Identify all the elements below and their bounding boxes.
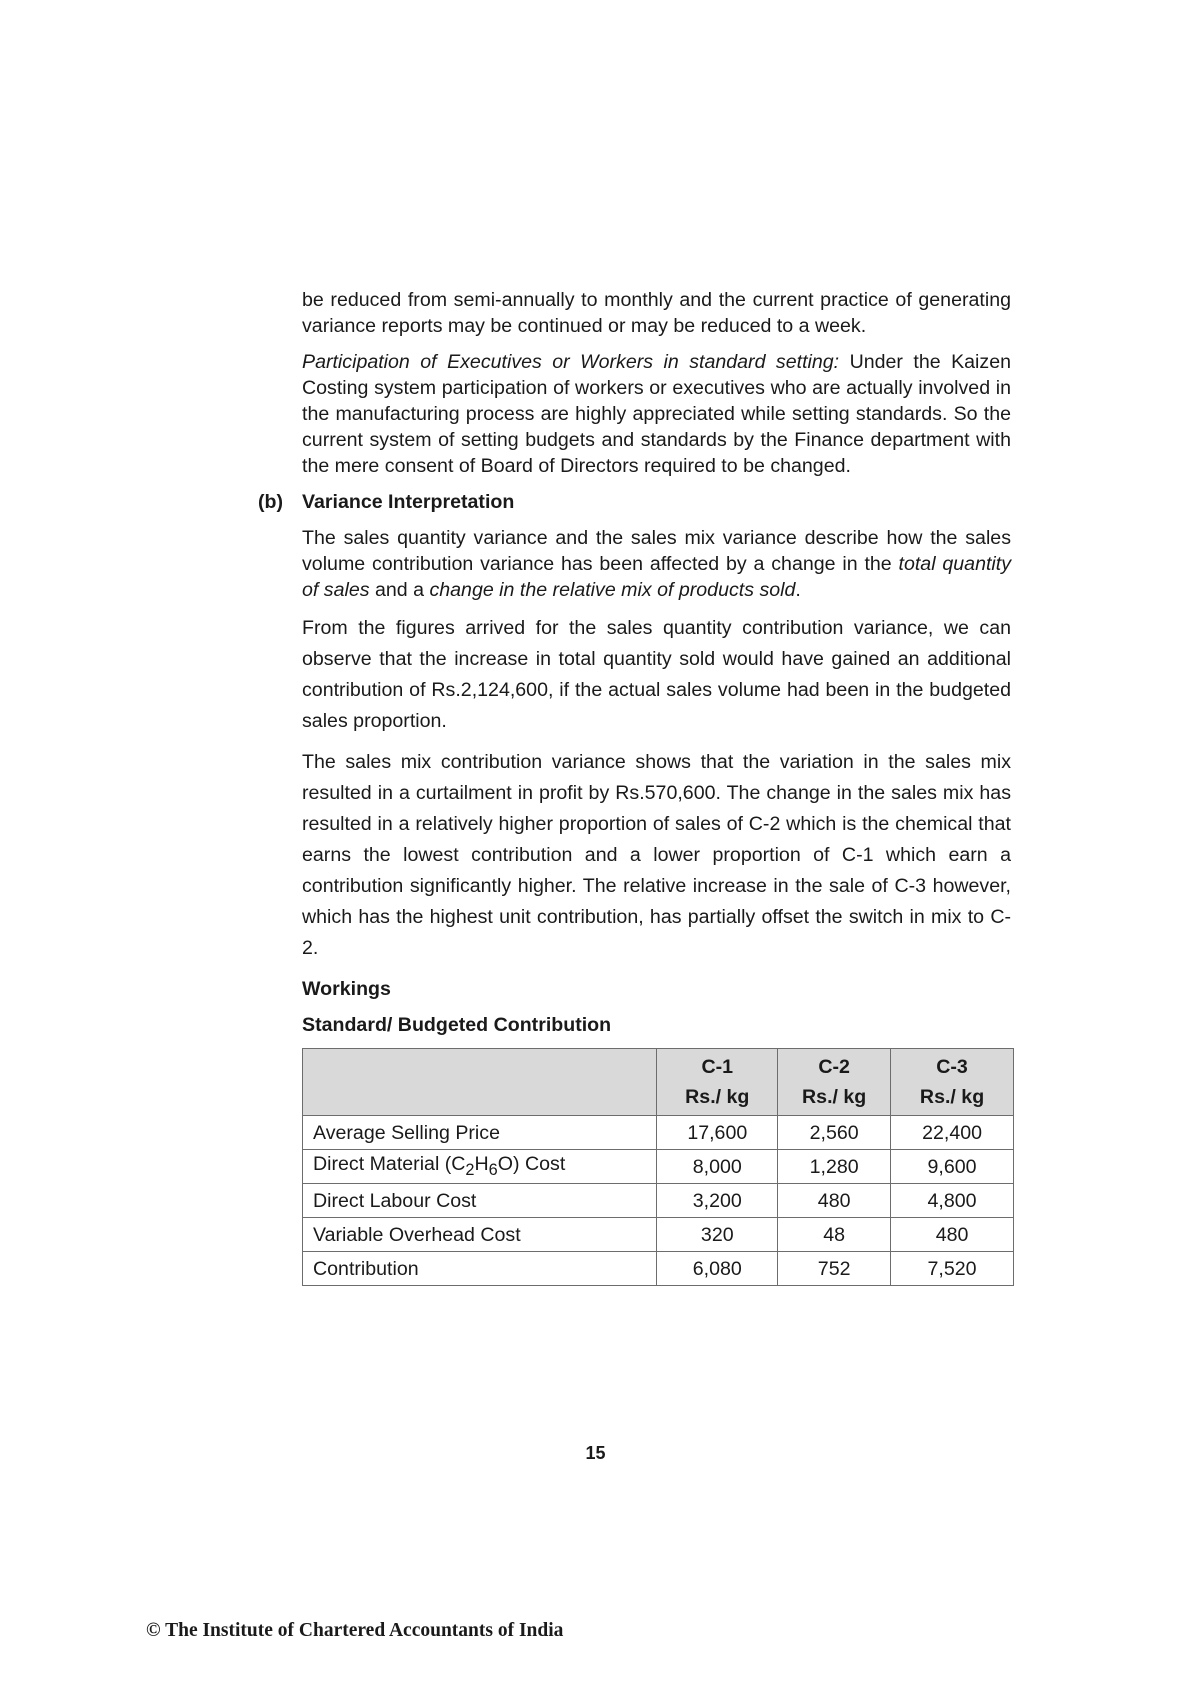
- row-label: Variable Overhead Cost: [303, 1218, 657, 1252]
- table-title: Standard/ Budgeted Contribution: [302, 1014, 612, 1036]
- cell-value: 1,280: [778, 1150, 891, 1184]
- header-c2: [778, 1049, 891, 1116]
- paragraph-variance-description: [302, 525, 1011, 603]
- header-c3-name: C-3: [936, 1056, 968, 1078]
- paragraph-mix-variance: The sales mix contribution variance shows that the variation in the sales mix resulted in a curtailment in profit by Rs.570,600. The change in the sales mix has resulted in a relatively higher proportion of sales of C-2 which is the chemical that earns the lowest contribution and a lower proportion of C-1 which earn a contribution significantly higher. The relative increase in the sale of C-3 however, which has the highest unit contribution, has partially offset the switch in mix to C-2.: [302, 751, 1011, 959]
- label-part: O) Cost: [497, 1152, 566, 1175]
- paragraph-quantity-variance: From the figures arrived for the sales quantity contribution variance, we can observe that the increase in total quantity sold would have gained an additional contribution of Rs.2,124,600, if the actual sales volume had been in the budgeted sales proportion.: [302, 617, 1011, 732]
- variance-italic-2: change in the relative mix of products sold: [429, 579, 796, 601]
- header-empty-cell: [303, 1049, 657, 1116]
- variance-text-1: The sales quantity variance and the sales mix variance describe how the sales volume contribution variance has been affected by a change in the: [302, 527, 1011, 575]
- variance-italic-1: total quantity of sales: [302, 553, 1012, 601]
- cell-value: 9,600: [891, 1150, 1014, 1184]
- table-row-selling-price: [303, 1116, 1014, 1150]
- table-row-direct-labour: [303, 1184, 1014, 1218]
- table-row-direct-material: [303, 1150, 1014, 1184]
- label-part: H: [474, 1152, 489, 1175]
- cell-value: 22,400: [891, 1116, 1014, 1150]
- header-c3-unit: Rs./ kg: [919, 1086, 985, 1108]
- participation-text: Under the Kaizen Costing system participation of workers or executives who are actually involved in the manufacturing process are highly appreciated while setting standards. So the current system of setting budgets and standards by the Finance department with the mere consent of Board of Directors required to be changed.: [302, 351, 1011, 477]
- cell-value: 17,600: [657, 1116, 778, 1150]
- row-label: Contribution: [303, 1252, 657, 1286]
- row-label: Average Selling Price: [303, 1116, 657, 1150]
- cell-value: 480: [778, 1184, 891, 1218]
- cell-value: 8,000: [657, 1150, 778, 1184]
- cell-value: 2,560: [778, 1116, 891, 1150]
- header-c1-name: C-1: [701, 1056, 734, 1078]
- variance-text-2: and a: [369, 579, 430, 601]
- workings-heading: Workings: [302, 978, 391, 1000]
- header-c2-unit: Rs./ kg: [802, 1086, 867, 1108]
- variance-text-3: .: [795, 579, 801, 601]
- table-row-variable-overhead: [303, 1218, 1014, 1252]
- paragraph-participation: [302, 349, 1011, 479]
- subscript: 6: [488, 1160, 498, 1179]
- row-label: [303, 1150, 657, 1184]
- header-c1: [657, 1049, 778, 1116]
- table-header-row: [303, 1049, 1014, 1116]
- subscript: 2: [465, 1160, 475, 1179]
- section-b-title: Variance Interpretation: [302, 491, 515, 513]
- label-part: Direct Material (C: [313, 1152, 466, 1175]
- cell-value: 480: [891, 1218, 1014, 1252]
- page-number: 15: [585, 1443, 606, 1463]
- cell-value: 3,200: [657, 1184, 778, 1218]
- cell-value: 7,520: [891, 1252, 1014, 1286]
- footer-copyright: © The Institute of Chartered Accountants of India: [146, 1620, 564, 1641]
- page-content: [258, 287, 1012, 1286]
- paragraph-report-frequency: be reduced from semi-annually to monthly and the current practice of generating variance reports may be continued or may be reduced to a week.: [302, 289, 1011, 337]
- cell-value: 752: [778, 1252, 891, 1286]
- participation-heading: Participation of Executives or Workers in standard setting:: [302, 351, 840, 373]
- cell-value: 320: [657, 1218, 778, 1252]
- section-b-label: (b): [258, 491, 284, 513]
- contribution-table: [302, 1048, 1014, 1286]
- cell-value: 48: [778, 1218, 891, 1252]
- header-c2-name: C-2: [818, 1056, 850, 1078]
- cell-value: 4,800: [891, 1184, 1014, 1218]
- header-c1-unit: Rs./ kg: [685, 1086, 750, 1108]
- table-row-contribution: [303, 1252, 1014, 1286]
- header-c3: [891, 1049, 1014, 1116]
- row-label: Direct Labour Cost: [303, 1184, 657, 1218]
- section-b-heading: [258, 489, 1011, 515]
- cell-value: 6,080: [657, 1252, 778, 1286]
